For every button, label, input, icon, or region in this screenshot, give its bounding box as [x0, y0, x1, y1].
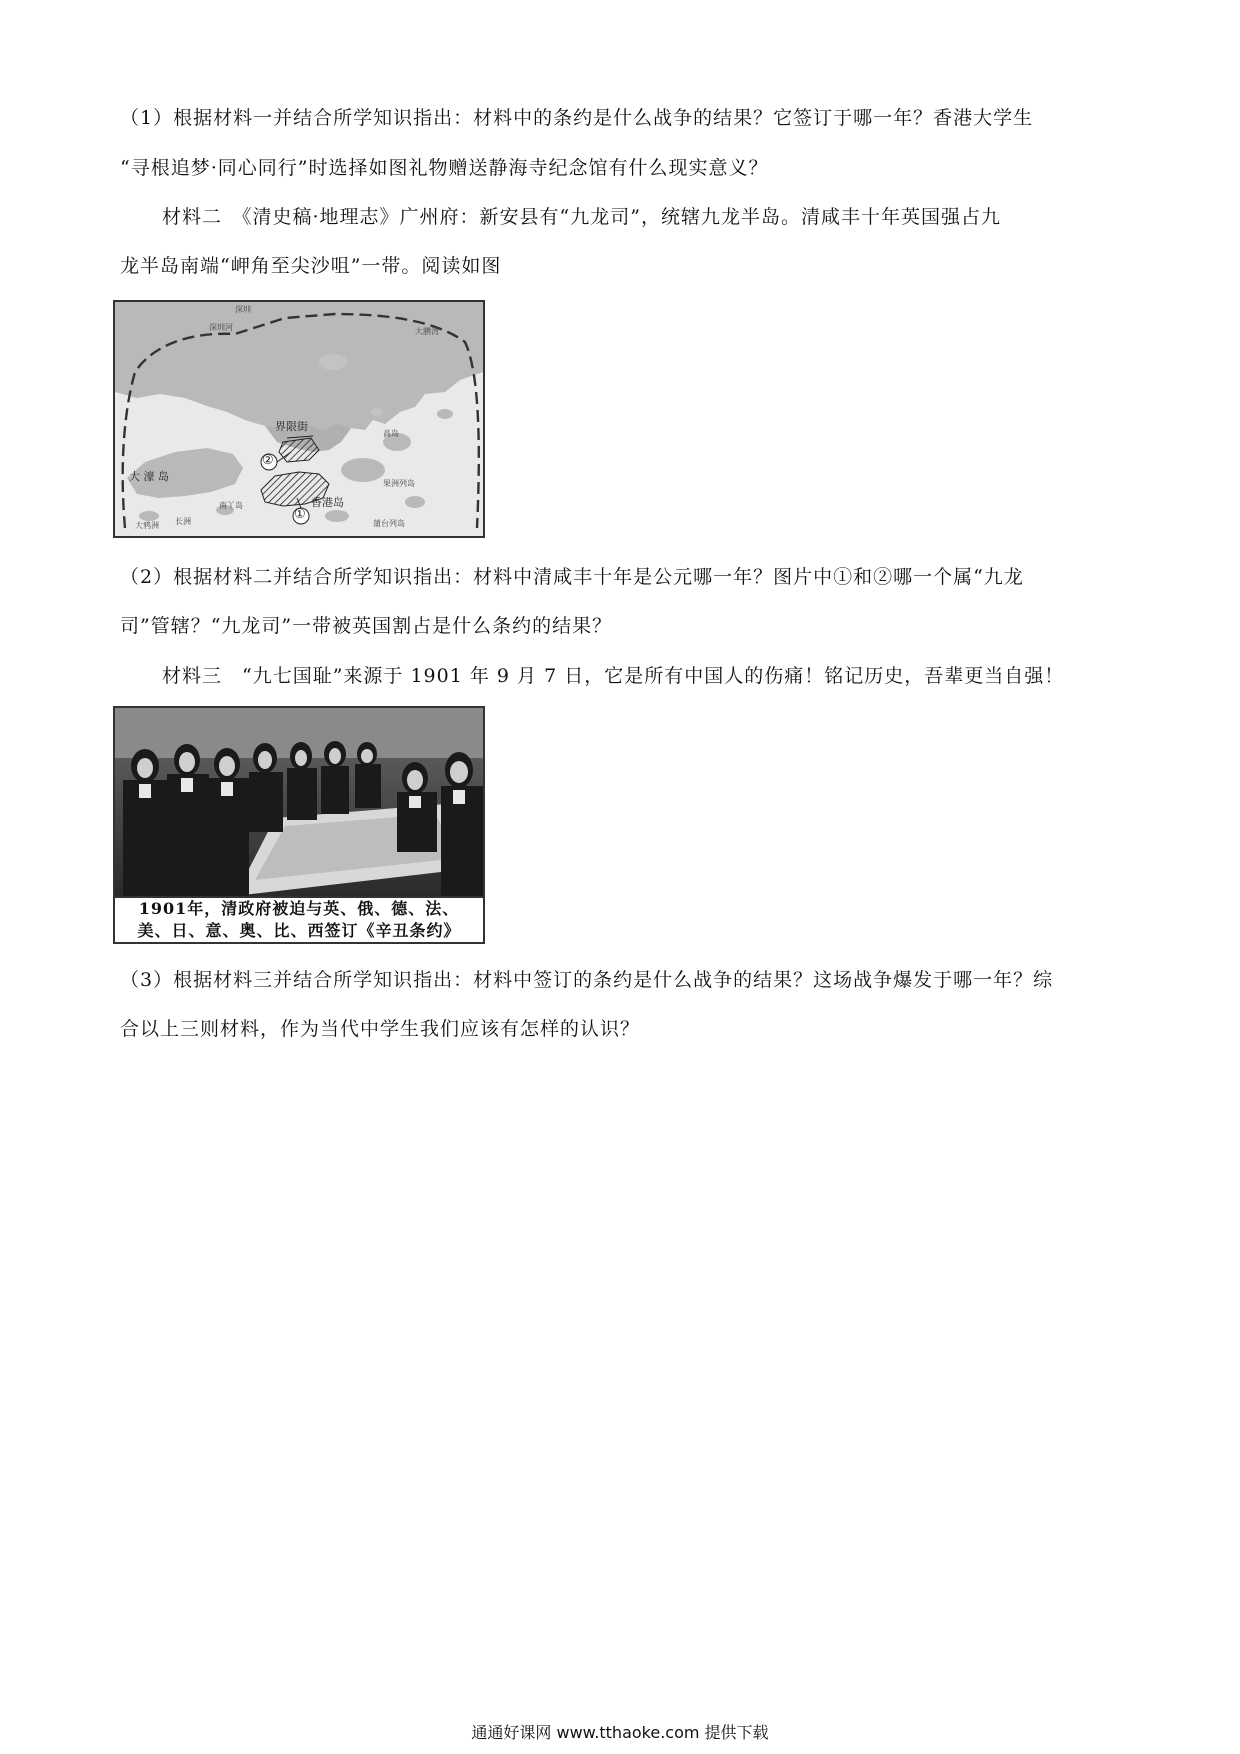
question-3-line-2: 合以上三则材料，作为当代中学生我们应该有怎样的认识？ — [120, 1018, 641, 1040]
map-label-mirs-bay: 大鹏湾 — [415, 327, 439, 336]
question-1-line-1: （1）根据材料一并结合所学知识指出：材料中的条约是什么战争的结果？它签订于哪一年？香港大学生 — [120, 107, 1034, 129]
photo-caption-line-1: 1901年，清政府被迫与英、俄、德、法、 — [138, 899, 460, 918]
photo-caption — [115, 896, 483, 944]
map-marker-2: ② — [262, 453, 274, 468]
map-label-soko: 大鸦洲 — [135, 521, 159, 530]
photo-caption-line-2: 美、日、意、奥、比、西签订《辛丑条约》 — [137, 921, 461, 940]
map-label-shenzhen-river: 深圳河 — [209, 323, 233, 332]
footer-watermark: 通通好课网 www.tthaoke.com 提供下载 — [471, 1723, 769, 1742]
map-label-boundary-street: 界限街 — [275, 420, 308, 433]
map-label-hong-kong-island: 香港岛 — [311, 496, 344, 509]
map-label-high-island: 高岛 — [383, 429, 399, 438]
map-label-lantau: 大 濠 岛 — [129, 470, 169, 483]
hong-kong-map — [113, 300, 485, 538]
map-label-shenzhen: 深圳 — [235, 305, 251, 314]
question-2-line-1: （2）根据材料二并结合所学知识指出：材料中清咸丰十年是公元哪一年？图片中①和②哪一个属“九龙 — [120, 566, 1024, 588]
material-3-line-1: 材料三 “九七国耻”来源于 1901 年 9 月 7 日，它是所有中国人的伤痛！铭记历史，吾辈更当自强！ — [162, 665, 1065, 687]
material-2-line-1: 材料二 《清史稿·地理志》广州府：新安县有“九龙司”，统辖九龙半岛。清咸丰十年英国强占九 — [162, 206, 1001, 228]
material-2-line-2: 龙半岛南端“岬角至尖沙咀”一带。阅读如图 — [120, 255, 502, 277]
question-1-line-2: “寻根追梦·同心同行”时选择如图礼物赠送静海寺纪念馆有什么现实意义？ — [120, 157, 769, 179]
map-label-cheung-chau: 长洲 — [175, 517, 191, 526]
treaty-photo — [113, 706, 485, 944]
map-label-po-toi: 蒲台列岛 — [373, 519, 405, 528]
question-3-line-1: （3）根据材料三并结合所学知识指出：材料中签订的条约是什么战争的结果？这场战争爆发于哪一年？综 — [120, 969, 1054, 991]
question-2-line-2: 司”管辖？“九龙司”一带被英国割占是什么条约的结果？ — [120, 615, 613, 637]
map-marker-1: ① — [294, 507, 306, 522]
treaty-signing-image — [115, 708, 483, 896]
map-label-lamma: 南丫岛 — [219, 501, 243, 510]
map-label-ninepin: 果洲列岛 — [383, 479, 415, 488]
